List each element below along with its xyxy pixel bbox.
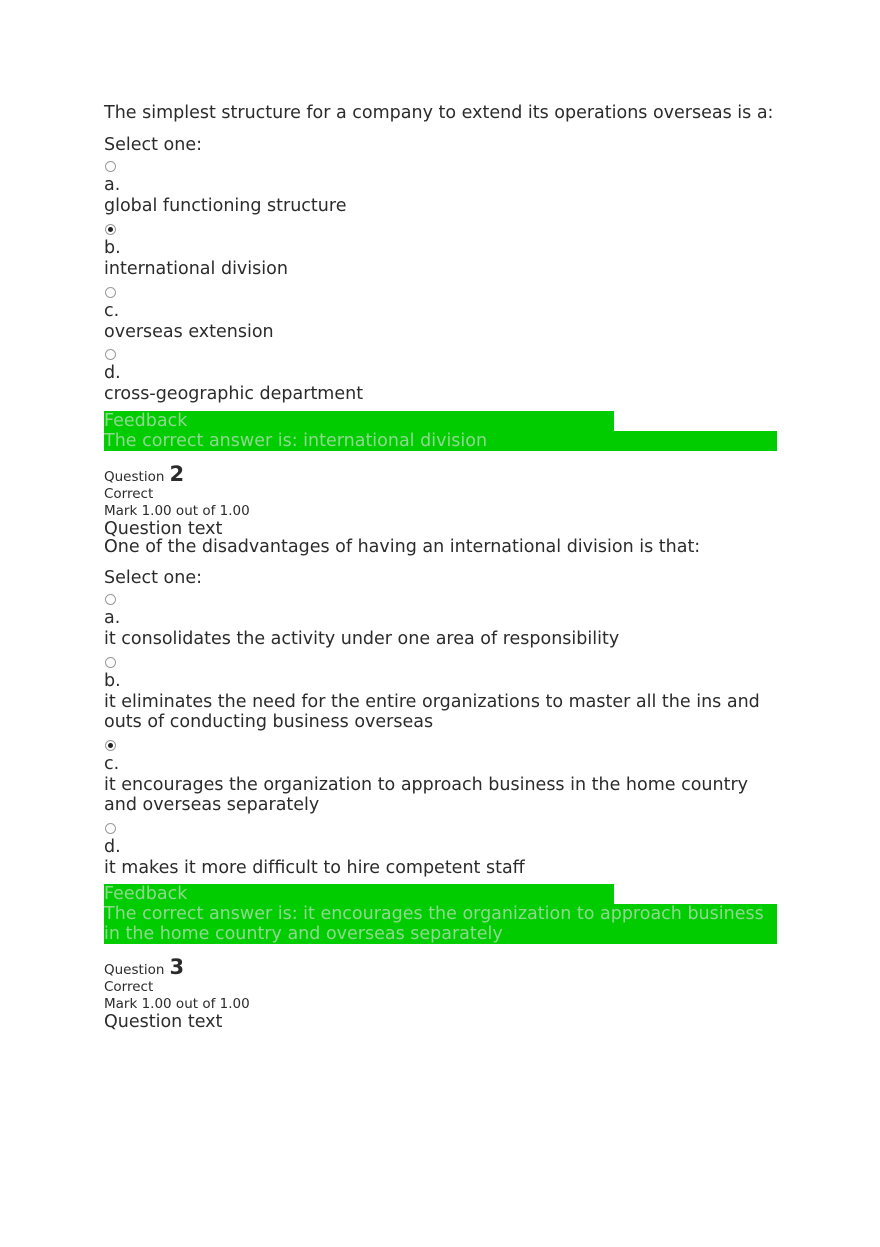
option-letter: b. bbox=[104, 238, 121, 258]
feedback-title: Feedback bbox=[104, 411, 614, 431]
option-text: it encourages the organization to approach business in the home country and overseas separately bbox=[104, 774, 749, 815]
option-text: it makes it more difﬁcult to hire competent staff bbox=[104, 857, 525, 878]
option-letter: b. bbox=[104, 671, 121, 691]
option-text: international division bbox=[104, 258, 288, 279]
q1-option-b[interactable] bbox=[104, 221, 784, 279]
question-text-label: Question text bbox=[104, 1012, 223, 1032]
q1-text: The simplest structure for a company to extend its operations overseas is a: bbox=[104, 103, 774, 123]
radio-checked-icon[interactable] bbox=[105, 740, 116, 751]
radio-icon[interactable] bbox=[105, 161, 116, 172]
question-mark: Mark 1.00 out of 1.00 bbox=[104, 995, 250, 1012]
option-text: overseas extension bbox=[104, 321, 274, 342]
option-letter: c. bbox=[104, 301, 120, 321]
option-letter: d. bbox=[104, 837, 121, 857]
q2-text: One of the disadvantages of having an international division is that: bbox=[104, 537, 701, 557]
feedback-title: Feedback bbox=[104, 884, 614, 904]
q1-select-label: Select one: bbox=[104, 135, 203, 155]
option-letter: d. bbox=[104, 363, 121, 383]
question-label: Question bbox=[104, 962, 165, 978]
q2-select-label: Select one: bbox=[104, 568, 203, 588]
q3-header bbox=[104, 955, 784, 1033]
question-number: 2 bbox=[169, 462, 185, 486]
feedback-text: The correct answer is: international division bbox=[104, 431, 777, 451]
feedback-text: The correct answer is: it encourages the organization to approach business in the home country and overseas separately bbox=[104, 904, 777, 944]
q2-option-b[interactable] bbox=[104, 654, 784, 733]
radio-icon[interactable] bbox=[105, 287, 116, 298]
option-letter: c. bbox=[104, 754, 120, 774]
q1-option-d[interactable] bbox=[104, 346, 784, 404]
question-text-label: Question text bbox=[104, 519, 223, 539]
q2-option-c[interactable] bbox=[104, 737, 784, 816]
radio-icon[interactable] bbox=[105, 657, 116, 668]
q1-option-c[interactable] bbox=[104, 284, 784, 342]
q2-option-a[interactable] bbox=[104, 591, 784, 649]
q2-feedback bbox=[104, 884, 784, 944]
question-number: 3 bbox=[169, 955, 185, 979]
option-letter: a. bbox=[104, 608, 121, 628]
option-text: cross-geographic department bbox=[104, 383, 364, 404]
q2-header bbox=[104, 462, 784, 540]
q1-feedback bbox=[104, 411, 784, 451]
question-mark: Mark 1.00 out of 1.00 bbox=[104, 502, 250, 519]
radio-icon[interactable] bbox=[105, 594, 116, 605]
option-text: global functioning structure bbox=[104, 195, 347, 216]
question-status: Correct bbox=[104, 979, 154, 995]
q2-option-d[interactable] bbox=[104, 820, 784, 878]
radio-icon[interactable] bbox=[105, 349, 116, 360]
option-letter: a. bbox=[104, 175, 121, 195]
radio-checked-icon[interactable] bbox=[105, 224, 116, 235]
question-label: Question bbox=[104, 469, 165, 485]
question-status: Correct bbox=[104, 486, 154, 502]
option-text: it eliminates the need for the entire organizations to master all the ins and outs of conducting business overseas bbox=[104, 691, 760, 732]
radio-icon[interactable] bbox=[105, 823, 116, 834]
q1-option-a[interactable] bbox=[104, 158, 784, 216]
option-text: it consolidates the activity under one area of responsibility bbox=[104, 628, 620, 649]
